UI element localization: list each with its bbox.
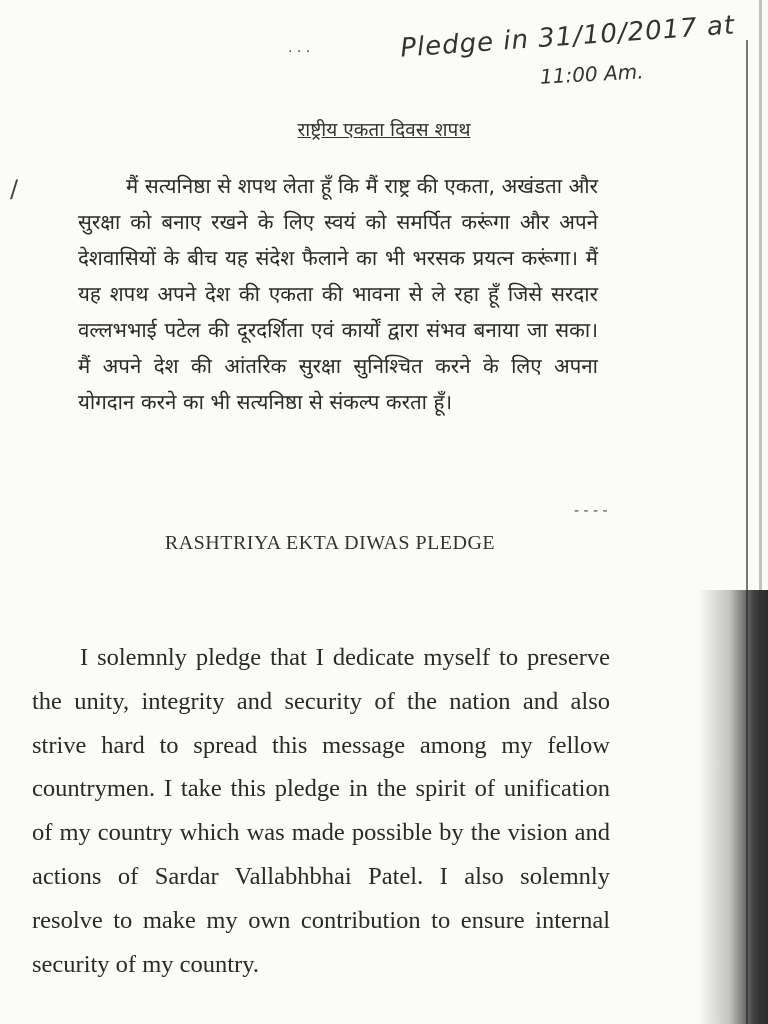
english-pledge-title: RASHTRIYA EKTA DIWAS PLEDGE (164, 532, 496, 554)
english-pledge-text: I solemnly pledge that I dedicate myself to preserve the unity, integrity and security of the nation and also strive hard to spread this message among my fellow countrymen. I take this pledge in the spirit of unification of my country which was made possible by the vision and actions of Sardar Vallabhbhai Patel. I also solemnly resolve to make my own contribution to ensure internal security of my country. (32, 644, 610, 978)
handwritten-time-line: 11:00 Am. (539, 59, 645, 89)
scan-dots: · · · (288, 44, 311, 60)
scan-mark: / (10, 175, 19, 203)
scan-shadow (698, 590, 768, 1024)
hindi-pledge-title: राष्ट्रीय एकता दिवस शपथ (297, 119, 471, 141)
hindi-pledge-text: मैं सत्यनिष्ठा से शपथ लेता हूँ कि मैं राष्ट्र की एकता, अखंडता और सुरक्षा को बनाए रखने के लिए स्वयं को समर्पित करूंगा और अपने देशवासियों के बीच यह संदेश फैलाने का भी भरसक प्रयत्न करूंगा। मैं यह शपथ अपने देश की एकता की भावना से ले रहा हूँ जिसे सरदार वल्लभभाई पटेल की दूरदर्शिता एवं कार्यों द्वारा संभव बनाया जा सका। मैं अपने देश की आंतरिक सुरक्षा सुनिश्चित करने के लिए अपना योगदान करने का भी सत्यनिष्ठा से संकल्प करता हूँ। (78, 174, 598, 414)
handwritten-annotation (390, 10, 737, 89)
handwritten-date-line: Pledge in 31/10/2017 at (399, 10, 737, 64)
scan-dash: - - - - (574, 503, 608, 519)
